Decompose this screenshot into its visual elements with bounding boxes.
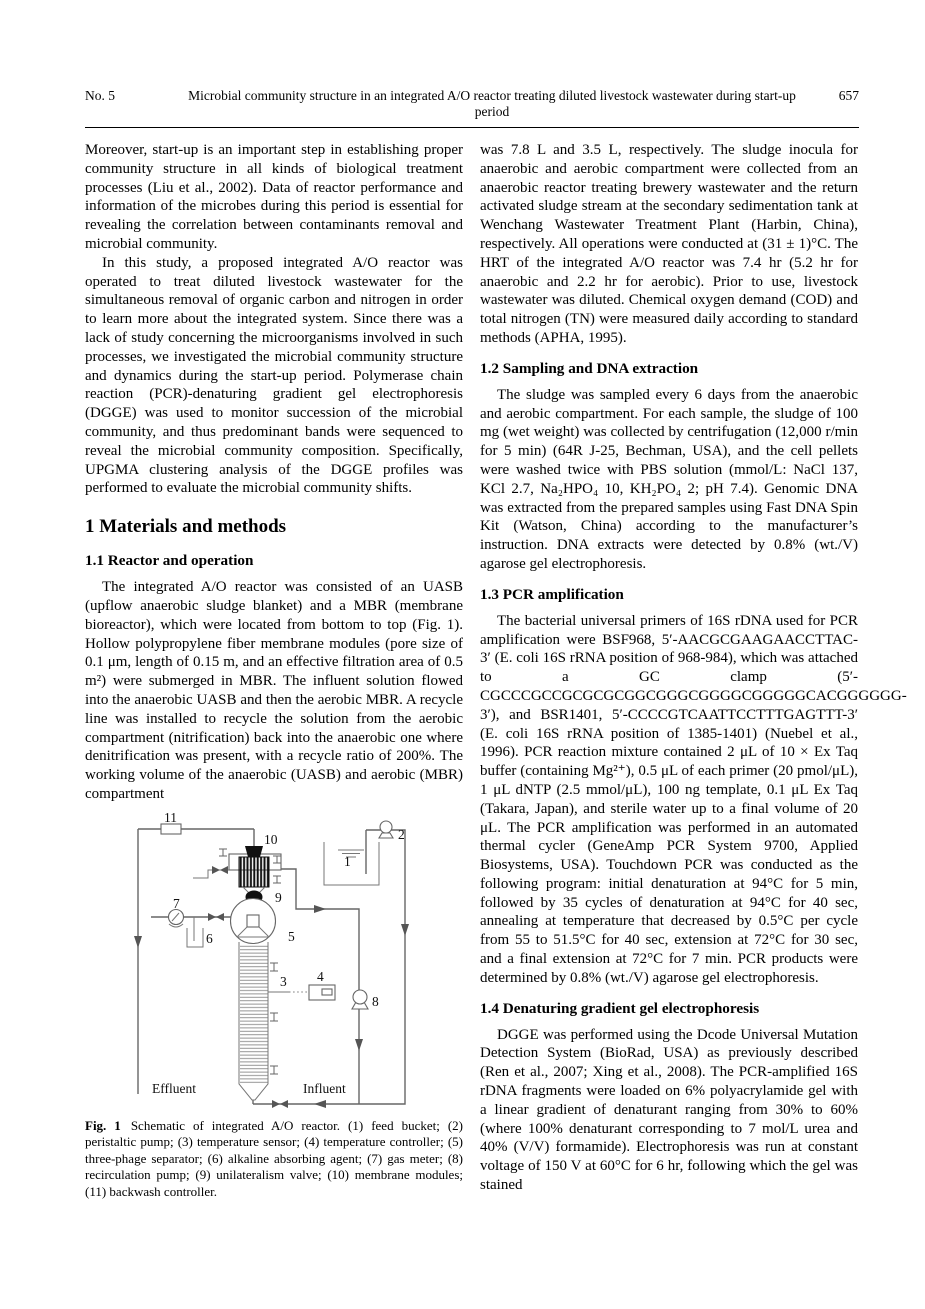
membrane-module: [229, 846, 281, 893]
gas-meter: [168, 909, 183, 927]
recirculation-pump: [352, 990, 368, 1009]
body-paragraph: The sludge was sampled every 6 days from the anaerobic and aerobic compartment. For each sample, the sludge of 100 mg (wet weight) was collected by centrifugation (12,000 r/min for 5 min) (64R J-25, Bechman, USA), and the cell pellets were washed twice with PBS solution (mmol/L: NaCl 137, KCl 2.7, Na₂HPO₄ 10, KH₂PO₄ 2; pH 7.4). Genomic DNA was extracted from the prepared samples using Fast DNA Spin Kit (Watson, China) according to the manufacturer’s instruction. DNA extracts were detected by 0.8% (wt./V) agarose gel electrophoresis.: [480, 386, 858, 572]
body-paragraph: DGGE was performed using the Dcode Universal Mutation Detection System (BioRad, USA) as previously described (Ren et al., 2007; Xing et al., 2008). The PCR-amplified 16S rDNA fragments were loaded on 6% polyacrylamide gel with a linear gradient of denaturant ranging from 30% to 60% (where 100% denaturant corresponding to 7 mol/L urea and 40% (V/V) formamide). Electrophoresis was run at constant voltage of 150 V at 60°C for 6 hr, following which the gel was stained: [480, 1026, 858, 1194]
figure-1: [85, 812, 463, 1201]
feed-bucket: [324, 842, 379, 885]
body-paragraph: The bacterial universal primers of 16S rDNA used for PCR amplification were BSF968, 5′-AACGCGAAGAACCTTAC-3′ (E. coli 16S rRNA position of 968-984), which was attached to a GC clamp (5′-CGCCCGCCGCGCGCGGCGGGCGGGGCGGGGGCACGGGGGG-3′), and BSR1401, 5′-CCCCGTCAATTCCTTTGAGTTT-3′ (E. coli 16S rRNA position of 1385-1401) (Nuebel et al., 1996). PCR reaction mixture contained 2 μL of 10 × Ex Taq buffer (containing Mg²⁺), 0.5 μL of each primer (20 pmol/μL), 1 μL dNTP (2.5 mmol/μL), 100 ng template, 0.1 μL Ex Taq (Takara, Japan), and sterile water up to a final volume of 20 μL. The PCR amplification was performed in an automated thermal cycler (GeneAmp PCR System 9700, Applied Biosystems, USA). Touchdown PCR was conducted as the following program: initial denaturation at 94°C for 5 min, followed by 35 cycles of denaturation at 94°C for 40 sec, annealing at temperature that decreased by 0.5°C per cycle from 55 to 51.5°C for 40 sec, extension at 72°C for 30 sec, and a final extension at 72°C for 7 min. PCR products were determined by 0.8% (wt./V) agarose gel electrophoresis.: [480, 612, 907, 986]
three-phase-separator: [230, 898, 275, 943]
two-column-body: [85, 141, 907, 1200]
left-column: [85, 141, 463, 1200]
body-paragraph: was 7.8 L and 3.5 L, respectively. The sludge inocula for anaerobic and aerobic compartment were collected from an anaerobic reactor treating brewery wastewater and the return activated sludge stream at the secondary sedimentation tank at Wenchang Wastewater Treatment Plant (Harbin, China), respectively. All operations were conducted at (31 ± 1)°C. The HRT of the integrated A/O reactor was 7.4 hr (5.2 hr for anaerobic and 2.2 hr for aerobic). Prior to use, livestock wastewater was diluted. Chemical oxygen demand (COD) and total nitrogen (TN) were measured daily according to standard methods (APHA, 1995).: [480, 142, 858, 346]
uasb-column: [239, 942, 268, 1100]
body-paragraph: Moreover, start-up is an important step in establishing proper community structure in all kinds of biological treatment processes (Liu et al., 2002). Data of reactor performance and information of the microbes during this period is essential for revealing the correlation between contaminants removal and microbial community.: [85, 142, 463, 252]
running-header: [85, 88, 859, 128]
figure-caption-label: Fig. 1: [85, 1117, 121, 1133]
label-5: 5: [287, 928, 295, 944]
label-1: 1: [343, 853, 351, 869]
label-2: 2: [397, 826, 405, 842]
subsection-heading-dgge: 1.4 Denaturing gradient gel electrophoresis: [480, 999, 760, 1017]
temperature-controller: [309, 985, 335, 1000]
reactor-schematic-diagram: [86, 812, 463, 1112]
label-9: 9: [274, 889, 282, 905]
figure-caption: [85, 1118, 463, 1201]
label-7: 7: [172, 895, 180, 911]
section-heading-materials: 1 Materials and methods: [85, 516, 287, 538]
flow-arrows: [134, 905, 409, 1108]
label-effluent: Effluent: [151, 1080, 196, 1096]
body-paragraph: In this study, a proposed integrated A/O reactor was operated to treat diluted livestock wastewater for the simultaneous removal of organic carbon and nitrogen in order to learn more about the integrated system. Since there was a lack of study concerning the microorganisms involved in such processes, we investigated the microbial community structure and dynamics during the start-up period. Polymerase chain reaction (PCR)-denaturing gradient gel electrophoresis (DGGE) was used to monitor succession of the microbial community, and thus predominant bands were sequenced to reveal the microbial community composition. Specifically, UPGMA clustering analysis of the DGGE profiles was performed to evaluate the microbial community shifts.: [85, 254, 463, 497]
figure-caption-text: Schematic of integrated A/O reactor. (1) feed bucket; (2) peristaltic pump; (3) temperature sensor; (4) temperature controller; (5) three-phage separator; (6) alkaline absorbing agent; (7) gas meter; (8) recirculation pump; (9) unilateralism valve; (10) membrane modules; (11) backwash controller.: [85, 1117, 463, 1199]
page-number: 657: [838, 88, 859, 103]
subsection-heading-sampling: 1.2 Sampling and DNA extraction: [480, 359, 699, 377]
peristaltic-pump: [379, 821, 393, 838]
right-column: [480, 141, 907, 1200]
label-4: 4: [316, 968, 324, 984]
issue-number: No. 5: [85, 88, 115, 103]
running-title: Microbial community structure in an integrated A/O reactor treating diluted livestock wastewater during start-up period: [188, 88, 796, 119]
label-influent: Influent: [302, 1080, 346, 1096]
subsection-heading-reactor: 1.1 Reactor and operation: [85, 552, 254, 570]
label-3: 3: [279, 973, 287, 989]
label-11: 11: [163, 811, 177, 825]
backwash-controller: [161, 824, 181, 834]
label-10: 10: [263, 831, 277, 847]
body-paragraph: The integrated A/O reactor was consisted of an UASB (upflow anaerobic sludge blanket) and a MBR (membrane bioreactor), which were located from bottom to top (Fig. 1). Hollow polypropylene fiber membrane modules (pore size of 0.1 μm, length of 0.15 m, and an effective filtration area of 0.5 m²) were submerged in MBR. The influent solution flowed into the anaerobic UASB and then the aerobic MBR. A recycle line was installed to recycle the solution from the aerobic compartment (nitrification) back into the anaerobic one where denitrification was present, with a recycle ratio of 200%. The working volume of the anaerobic (UASB) and aerobic (MBR) compartment: [85, 579, 463, 802]
label-8: 8: [371, 993, 379, 1009]
subsection-heading-pcr: 1.3 PCR amplification: [480, 585, 624, 603]
label-6: 6: [205, 930, 213, 946]
alkaline-absorber: [187, 928, 203, 947]
